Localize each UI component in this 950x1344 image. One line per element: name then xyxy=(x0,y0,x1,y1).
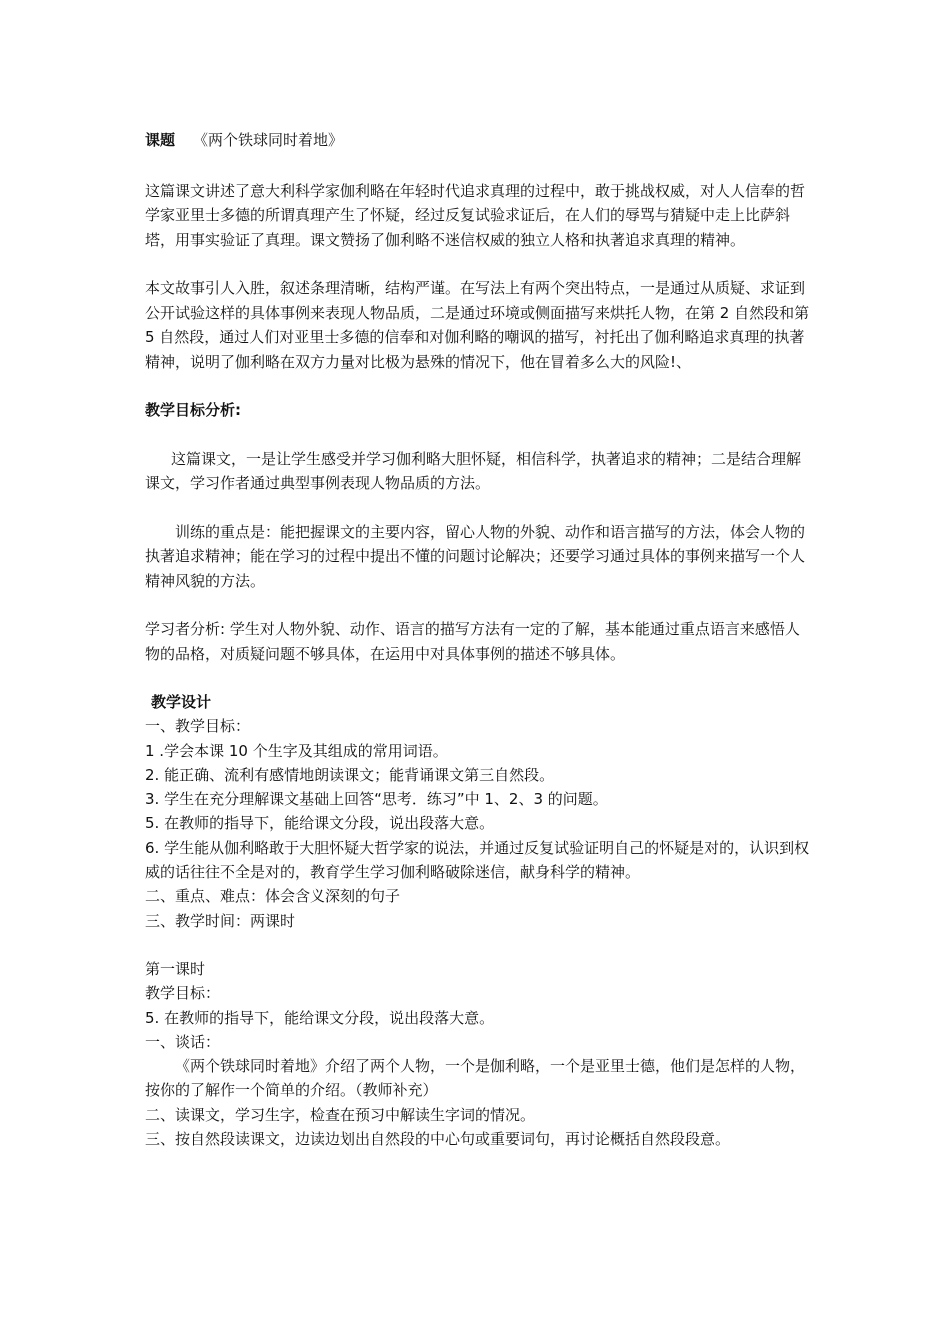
lesson-title-label: 课题 xyxy=(145,131,176,149)
talk-paragraph: 《两个铁球同时着地》介绍了两个人物，一个是伽利略，一个是亚里士德，他们是怎样的人物，按你的了解作一个简单的介绍。（教师补充） xyxy=(145,1057,806,1100)
objectives-analysis-heading: 教学目标分析: xyxy=(145,401,241,419)
lesson-line: 第一课时 xyxy=(145,959,206,978)
design-line: 5. 在教师的指导下，能给课文分段，说出段落大意。 xyxy=(145,814,495,833)
objectives-paragraph-1: 这篇课文，一是让学生感受并学习伽利略大胆怀疑，相信科学，执著追求的精神；二是结合理解课文，学习作者通过典型事例表现人物品质的方法。 xyxy=(145,449,802,492)
design-line: 1 .学会本课 10 个生字及其组成的常用词语。 xyxy=(145,741,448,760)
intro-paragraph-2: 本文故事引人入胜，叙述条理清晰，结构严谨。在写法上有两个突出特点，一是通过从质疑、求证到公开试验这样的具体事例来表现人物品质，二是通过环境或侧面描写来烘托人物，在第 2 自然段和第 5 自然段，通过人们对亚里士多德的信奉和对伽利略的嘲讽的描写，衬托出了伽利略追求真理的执著精神，说明了伽利略在双方力量对比极为悬殊的情况下，他在冒着多么大的风险!、 xyxy=(145,279,810,371)
lesson-one-section xyxy=(145,957,810,1151)
teaching-design-section xyxy=(145,690,810,933)
design-line: 二、重点、难点：体会含义深刻的句子 xyxy=(145,887,401,906)
lesson-line: 5. 在教师的指导下，能给课文分段，说出段落大意。 xyxy=(145,1008,495,1027)
lesson-line: 三、按自然段读课文，边读边划出自然段的中心句或重要词句，再讨论概括自然段段意。 xyxy=(145,1130,731,1149)
learner-analysis: 学习者分析: 学生对人物外貌、动作、语言的描写方法有一定的了解，基本能通过重点语言来感悟人物的品格，对质疑问题不够具体，在运用中对具体事例的描述不够具体。 xyxy=(145,620,800,663)
teaching-design-heading: 教学设计 xyxy=(151,693,212,711)
document-page xyxy=(145,128,810,1151)
lesson-line: 一、谈话： xyxy=(145,1032,221,1051)
design-line: 三、教学时间：两课时 xyxy=(145,911,296,930)
design-line: 一、教学目标： xyxy=(145,717,251,736)
lesson-line: 二、读课文，学习生字，检查在预习中解读生字词的情况。 xyxy=(145,1105,536,1124)
design-line: 2. 能正确、流利有感情地朗读课文；能背诵课文第三自然段。 xyxy=(145,765,555,784)
objectives-paragraph-2: 训练的重点是：能把握课文的主要内容，留心人物的外貌、动作和语言描写的方法，体会人物的执著追求精神；能在学习的过程中提出不懂的问题讨论解决；还要学习通过具体的事例来描写一个人精神风貌的方法。 xyxy=(145,522,806,590)
lesson-line: 教学目标： xyxy=(145,984,221,1003)
intro-paragraph-1: 这篇课文讲述了意大利科学家伽利略在年轻时代追求真理的过程中，敢于挑战权威，对人人信奉的哲学家亚里士多德的所谓真理产生了怀疑，经过反复试验求证后，在人们的辱骂与猜疑中走上比萨斜塔，用事实验证了真理。课文赞扬了伽利略不迷信权威的独立人格和执著追求真理的精神。 xyxy=(145,181,806,249)
lesson-title-line xyxy=(145,128,810,153)
design-line: 3. 学生在充分理解课文基础上回答“思考．练习”中 1、2、3 的问题。 xyxy=(145,790,608,809)
lesson-title: 《两个铁球同时着地》 xyxy=(193,131,344,149)
design-line: 6. 学生能从伽利略敢于大胆怀疑大哲学家的说法，并通过反复试验证明自己的怀疑是对的，认识到权威的话往往不全是对的，教育学生学习伽利略破除迷信，献身科学的精神。 xyxy=(145,838,810,882)
